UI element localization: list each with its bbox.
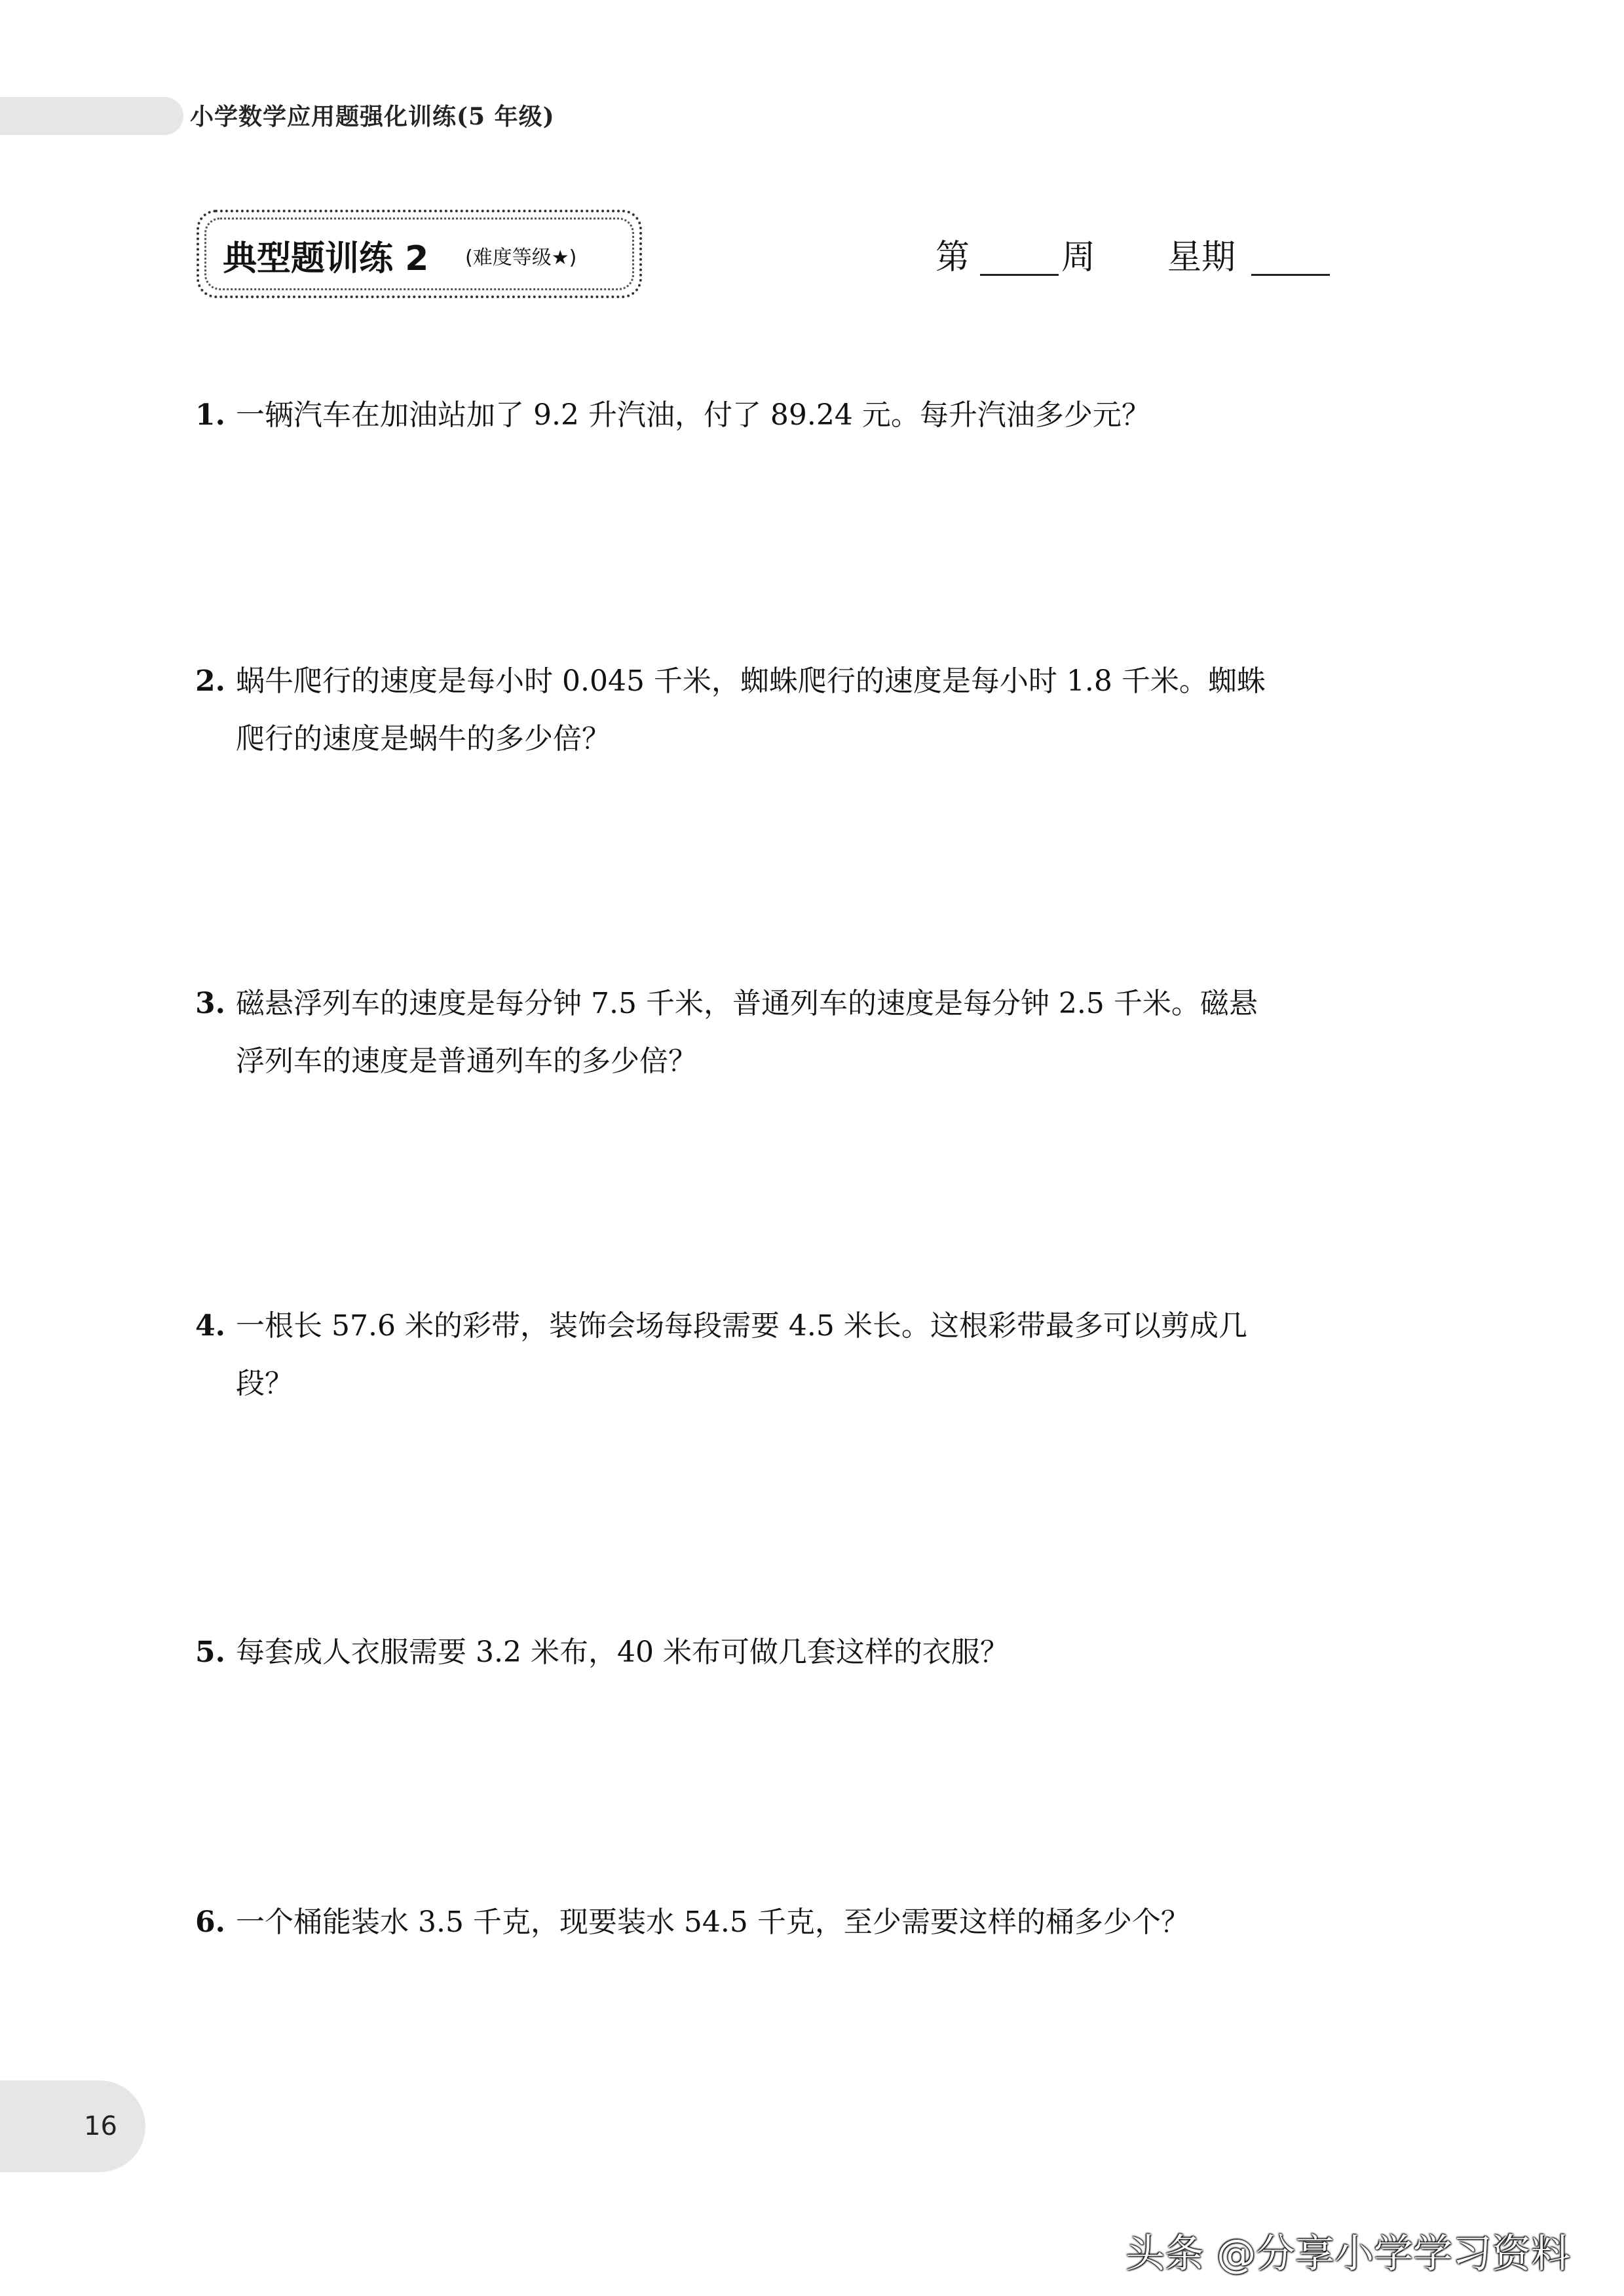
question-text: 磁悬浮列车的速度是每分钟 7.5 千米，普通列车的速度是每分钟 2.5 千米。磁悬: [236, 987, 1258, 1020]
weekday-blank[interactable]: [1251, 274, 1330, 276]
question-number: 3.: [195, 987, 225, 1020]
question-text: 一辆汽车在加油站加了 9.2 升汽油，付了 89.24 元。每升汽油多少元？: [236, 398, 1150, 432]
book-title: 小学数学应用题强化训练(5 年级): [190, 103, 555, 130]
question-number: 5.: [195, 1636, 225, 1669]
question-2: [195, 653, 1440, 768]
week-blank[interactable]: [980, 274, 1059, 276]
question-text: 一根长 57.6 米的彩带，装饰会场每段需要 4.5 米长。这根彩带最多可以剪成几: [236, 1309, 1247, 1343]
difficulty-label: (难度等级★): [465, 246, 577, 269]
question-number: 6.: [195, 1905, 225, 1939]
header-band: [0, 97, 183, 135]
question-5: [195, 1624, 1440, 1681]
question-6: [195, 1894, 1440, 1951]
question-text: 一个桶能装水 3.5 千克，现要装水 54.5 千克，至少需要这样的桶多少个？: [236, 1905, 1190, 1939]
question-3: [195, 975, 1440, 1090]
question-number: 2.: [195, 664, 225, 698]
question-1: [195, 387, 1440, 444]
watermark: 头条 @分享小学学习资料: [1125, 2231, 1571, 2277]
question-text-continued: 爬行的速度是蜗牛的多少倍？: [236, 722, 611, 756]
section-title: 典型题训练 2: [223, 239, 429, 278]
week-suffix: 周: [1061, 238, 1096, 277]
question-number: 4.: [195, 1309, 225, 1343]
page-number-tab: [0, 2080, 145, 2172]
question-text: 每套成人衣服需要 3.2 米布，40 米布可做几套这样的衣服？: [236, 1636, 1009, 1669]
weekday-label: 星期: [1167, 238, 1236, 277]
question-text: 蜗牛爬行的速度是每小时 0.045 千米，蜘蛛爬行的速度是每小时 1.8 千米。蜘蛛: [236, 664, 1266, 698]
question-text-continued: 浮列车的速度是普通列车的多少倍？: [236, 1044, 697, 1078]
page-number: 16: [84, 2111, 117, 2141]
question-4: [195, 1297, 1440, 1413]
question-number: 1.: [195, 398, 225, 432]
question-text-continued: 段？: [236, 1367, 293, 1400]
week-prefix: 第: [935, 238, 970, 277]
